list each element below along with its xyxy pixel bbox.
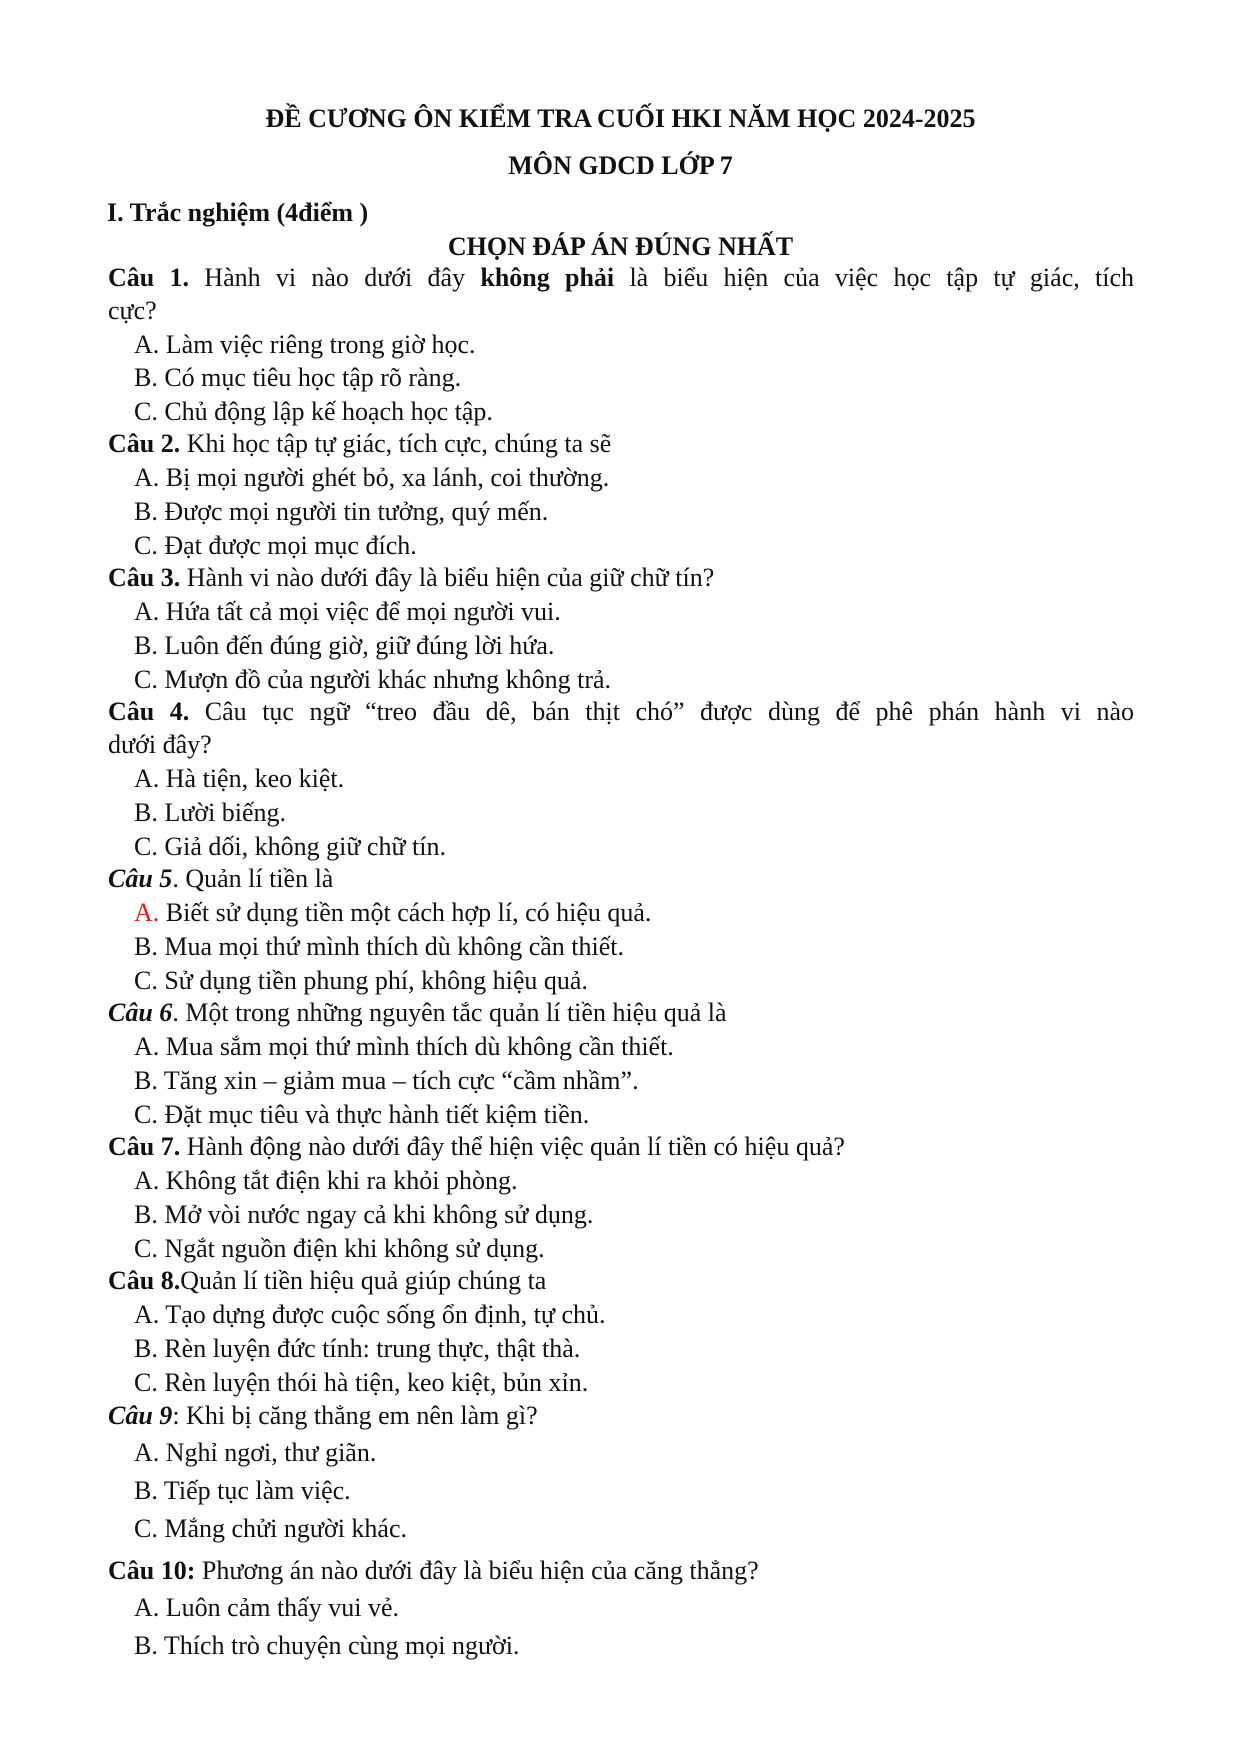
option-c: C. Đặt mục tiêu và thực hành tiết kiệm tiền.	[134, 1100, 590, 1129]
option-a: A. Làm việc riêng trong giờ học.	[134, 330, 476, 359]
question-2	[108, 428, 1134, 460]
answer-text: Biết sử dụng tiền một cách hợp lí, có hiệu quả.	[159, 898, 652, 927]
option-b: B. Rèn luyện đức tính: trung thực, thật thà.	[134, 1334, 581, 1363]
option-a: A. Hứa tất cả mọi việc để mọi người vui.	[134, 597, 561, 626]
question-continuation: dưới đây?	[108, 730, 212, 759]
question-text: Phương án nào dưới đây là biểu hiện của căng thẳng?	[195, 1556, 759, 1585]
question-label: Câu 9	[108, 1401, 173, 1430]
question-text: Hành vi nào dưới đây là biểu hiện của giữ chữ tín?	[180, 563, 715, 592]
option-b: B. Tăng xin – giảm mua – tích cực “cầm nhầm”.	[134, 1066, 639, 1095]
option-a-highlighted	[134, 898, 651, 928]
option-c: C. Ngắt nguồn điện khi không sử dụng.	[134, 1234, 545, 1263]
option-b: B. Được mọi người tin tưởng, quý mến.	[134, 497, 549, 526]
option-c: C. Chủ động lập kế hoạch học tập.	[134, 397, 493, 426]
answer-letter: A.	[134, 898, 160, 927]
question-text: : Khi bị căng thẳng em nên làm gì?	[172, 1401, 538, 1430]
option-a: A. Nghỉ ngơi, thư giãn.	[134, 1438, 377, 1467]
question-label: Câu 6	[108, 998, 173, 1027]
question-5	[108, 863, 1134, 895]
question-text: Câu tục ngữ “treo đầu dê, bán thịt chó” được dùng để phê phán hành vi nào	[189, 697, 1134, 726]
option-c: C. Mượn đồ của người khác nhưng không trả.	[134, 665, 612, 694]
question-text: . Một trong những nguyên tắc quản lí tiền hiệu quả là	[172, 998, 727, 1027]
option-a: A. Luôn cảm thấy vui vẻ.	[134, 1593, 399, 1622]
option-b: B. Lười biếng.	[134, 798, 287, 827]
question-text: Hành vi nào dưới đây	[189, 263, 481, 292]
section-instruction: CHỌN ĐÁP ÁN ĐÚNG NHẤT	[447, 232, 794, 261]
question-label: Câu 3.	[108, 563, 181, 592]
question-text: Quản lí tiền hiệu quả giúp chúng ta	[180, 1266, 547, 1295]
question-label: Câu 8.	[108, 1266, 181, 1295]
option-b: B. Tiếp tục làm việc.	[134, 1476, 351, 1505]
question-text: là biểu hiện của việc học tập tự giác, tích	[614, 263, 1134, 292]
question-8	[108, 1265, 1134, 1297]
option-a: A. Tạo dựng được cuộc sống ổn định, tự chủ.	[134, 1300, 606, 1329]
option-c: C. Mắng chửi người khác.	[134, 1514, 407, 1543]
question-text: Hành động nào dưới đây thể hiện việc quản lí tiền có hiệu quả?	[180, 1132, 845, 1161]
option-b: B. Có mục tiêu học tập rõ ràng.	[134, 363, 462, 392]
option-c: C. Rèn luyện thói hà tiện, keo kiệt, bủn xỉn.	[134, 1368, 589, 1397]
question-9	[108, 1400, 1134, 1432]
option-b: B. Luôn đến đúng giờ, giữ đúng lời hứa.	[134, 631, 555, 660]
question-label: Câu 5	[108, 864, 173, 893]
question-emphasis: không phải	[480, 263, 615, 292]
question-7	[108, 1131, 1134, 1163]
question-label: Câu 10:	[108, 1556, 196, 1585]
document-subtitle: MÔN GDCD LỚP 7	[508, 151, 733, 180]
question-10	[108, 1555, 1134, 1587]
question-label: Câu 2.	[108, 429, 181, 458]
option-a: A. Không tắt điện khi ra khỏi phòng.	[134, 1166, 518, 1195]
question-text: . Quản lí tiền là	[172, 864, 334, 893]
question-label: Câu 4.	[108, 697, 190, 726]
question-4	[108, 696, 1134, 728]
section-heading: I. Trắc nghiệm (4điểm )	[107, 198, 369, 227]
option-a: A. Bị mọi người ghét bỏ, xa lánh, coi thường.	[134, 463, 610, 492]
question-3	[108, 562, 1134, 594]
question-continuation: cực?	[108, 296, 157, 325]
question-label: Câu 7.	[108, 1132, 181, 1161]
question-1	[108, 262, 1134, 294]
option-c: C. Sử dụng tiền phung phí, không hiệu quả.	[134, 966, 588, 995]
option-c: C. Đạt được mọi mục đích.	[134, 531, 417, 560]
option-b: B. Thích trò chuyện cùng mọi người.	[134, 1631, 520, 1660]
option-c: C. Giả dối, không giữ chữ tín.	[134, 832, 446, 861]
question-6	[108, 997, 1134, 1029]
option-b: B. Mua mọi thứ mình thích dù không cần thiết.	[134, 932, 624, 961]
question-label: Câu 1.	[108, 263, 190, 292]
option-a: A. Mua sắm mọi thứ mình thích dù không cần thiết.	[134, 1032, 674, 1061]
option-b: B. Mở vòi nước ngay cả khi không sử dụng.	[134, 1200, 594, 1229]
document-title: ĐỀ CƯƠNG ÔN KIỂM TRA CUỐI HKI NĂM HỌC 2024-2025	[265, 104, 976, 133]
option-a: A. Hà tiện, keo kiệt.	[134, 764, 345, 793]
question-text: Khi học tập tự giác, tích cực, chúng ta sẽ	[180, 429, 612, 458]
